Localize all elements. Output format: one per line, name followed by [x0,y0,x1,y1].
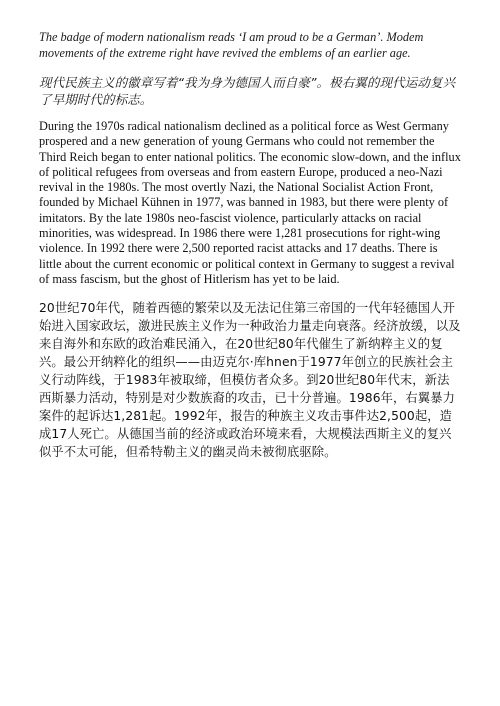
document-page [39,30,461,461]
caption-english: The badge of modern nationalism reads ‘I am proud to be a German’. Modem movements of the extreme right have revived the emblems of an earlier age. [39,30,424,60]
body-paragraph-english: During the 1970s radical nationalism declined as a political force as West Germany prospered and a new generation of young Germans who could not remember the Third Reich began to enter national politics. The economic slow-down, and the influx of political refugees from overseas and from eastern Europe, produced a neo-Nazi revival in the 1980s. The most overtly Nazi, the National Socialist Action Front, founded by Michael Kühnen in 1977, was banned in 1983, but there were plenty of imitators. By the late 1980s neo-fascist violence, particularly attacks on racial minorities, was widespread. In 1986 there were 1,281 prosecutions for right-wing violence. In 1992 there were 2,500 reported racist attacks and 17 deaths. There is little about the current economic or political context in Germany to suggest a revival of mass fascism, but the ghost of Hitlerism has yet to be laid. [39,119,461,286]
caption-chinese: 现代民族主义的徽章写着“我为身为德国人而自豪”。极右翼的现代运动复兴了早期时代的标志。 [39,75,456,107]
body-paragraph-chinese: 20世纪70年代，随着西德的繁荣以及无法记住第三帝国的一代年轻德国人开始进入国家政坛，激进民族主义作为一种政治力量走向衰落。经济放缓，以及来自海外和东欧的政治难民涌入，在20世纪80年代催生了新纳粹主义的复兴。最公开纳粹化的组织——由迈克尔·库hnen于1977年创立的民族社会主义行动阵线，于1983年被取缔，但模仿者众多。到20世纪80年代末，新法西斯暴力活动，特别是对少数族裔的攻击，已十分普遍。1986年，右翼暴力案件的起诉达1,281起。1992年，报告的种族主义攻击事件达2,500起，造成17人死亡。从德国当前的经济或政治环境来看，大规模法西斯主义的复兴似乎不太可能，但希特勒主义的幽灵尚未被彻底驱除。 [39,301,461,460]
